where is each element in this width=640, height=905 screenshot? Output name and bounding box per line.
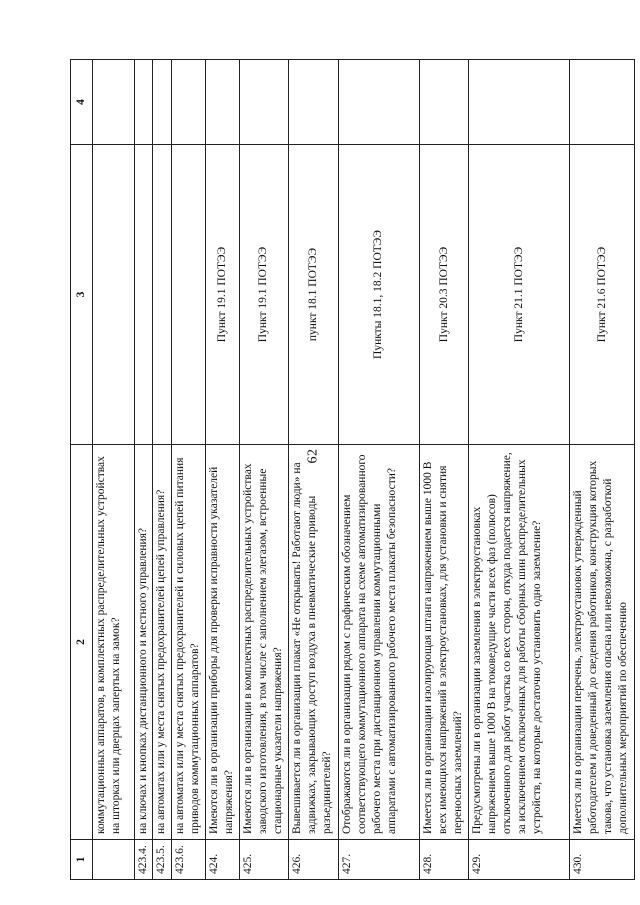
row-number: 428. [419, 840, 468, 880]
row-number: 423.5. [153, 840, 172, 880]
header-cell-number: 1 [71, 840, 93, 880]
row-answer [134, 60, 153, 145]
row-reference: Пункт 20.3 ПОТЭЭ [419, 145, 468, 445]
row-answer [239, 60, 288, 145]
page-number: 62 [305, 448, 321, 464]
table-row [419, 60, 468, 880]
row-answer [153, 60, 172, 145]
row-number [92, 840, 134, 880]
row-reference: Пункт 21.6 ПОТЭЭ [570, 145, 635, 445]
row-reference [134, 145, 153, 445]
table-row [289, 60, 338, 880]
row-number: 423.6. [171, 840, 205, 880]
row-reference: Пункт 19.1 ПОТЭЭ [239, 145, 288, 445]
table-row [153, 60, 172, 880]
table-row [469, 60, 570, 880]
table-row [205, 60, 239, 880]
row-reference: Пункты 18.1, 18.2 ПОТЭЭ [338, 145, 419, 445]
row-reference: Пункт 19.1 ПОТЭЭ [205, 145, 239, 445]
table-row [171, 60, 205, 880]
row-question: на автоматах или у места снятых предохранителей цепей управления? [153, 445, 172, 840]
header-cell-answer: 4 [71, 60, 93, 145]
row-question: коммутационных аппаратов, в комплектных распределительных устройствах на шторках или дверцах запертых на замок? [92, 445, 134, 840]
row-reference [171, 145, 205, 445]
table-row [92, 60, 134, 880]
row-answer [205, 60, 239, 145]
checklist-table [70, 59, 635, 880]
table-row [239, 60, 288, 880]
row-answer [92, 60, 134, 145]
table-row [570, 60, 635, 880]
row-number: 424. [205, 840, 239, 880]
table-row [134, 60, 153, 880]
row-question: Отображаются ли в организации рядом с графическим обозначением соответствующего коммутационного аппарата на схеме автоматизированного рабочего места при дистанционном управлении коммутационными аппаратами с автоматизированного рабочего места плакаты безопасности? [338, 445, 419, 840]
table-row [338, 60, 419, 880]
row-answer [570, 60, 635, 145]
row-question: Имеется ли в организации перечень, электроустановок утвержденный работодателем и доведенный до сведения работников, конструкция которых такова, что установка заземления опасна или невозможна, с разработкой дополнительных мероприятий по обеспечению [570, 445, 635, 840]
row-question: на автоматах или у места снятых предохранителей и силовых цепей питания приводов коммутационных аппаратов? [171, 445, 205, 840]
row-number: 429. [469, 840, 570, 880]
row-answer [469, 60, 570, 145]
row-number: 425. [239, 840, 288, 880]
row-question: Имеется ли в организации изолирующая штанга напряжением выше 1000 В всех имеющихся напряжений в электроустановках, для установки и снятия переносных заземлений? [419, 445, 468, 840]
row-reference [92, 145, 134, 445]
row-question: на ключах и кнопках дистанционного и местного управления? [134, 445, 153, 840]
row-question: Предусмотрены ли в организации заземления в электроустановках напряжением выше 1000 В на токоведущие части всех фаз (полюсов) отключенного для работ участка со всех сторон, откуда подается напряжение, за исключением отключенных для работы сборных шин распределительных устройств, на которые достаточно установить одно заземление? [469, 445, 570, 840]
row-number: 427. [338, 840, 419, 880]
table-header-row [71, 60, 93, 880]
row-question: Вывешивается ли в организации плакат «Не открывать! Работают люди» на задвижках, закрывающих доступ воздуха в пневматические приводы разъединителей? [289, 445, 338, 840]
row-question: Имеются ли в организации в комплектных распределительных устройствах заводского изготовления, в том числе с заполнением элегазом, встроенные стационарные указатели напряжения? [239, 445, 288, 840]
row-answer [419, 60, 468, 145]
row-question: Имеются ли в организации приборы для проверки исправности указателей напряжения? [205, 445, 239, 840]
table-wrapper [70, 60, 635, 880]
row-answer [289, 60, 338, 145]
row-number: 426. [289, 840, 338, 880]
row-reference [153, 145, 172, 445]
header-cell-reference: 3 [71, 145, 93, 445]
row-number: 430. [570, 840, 635, 880]
header-cell-question: 2 [71, 445, 93, 840]
row-number: 423.4. [134, 840, 153, 880]
row-answer [171, 60, 205, 145]
row-reference: пункт 18.1 ПОТЭЭ [289, 145, 338, 445]
row-answer [338, 60, 419, 145]
row-reference: Пункт 21.1 ПОТЭЭ [469, 145, 570, 445]
